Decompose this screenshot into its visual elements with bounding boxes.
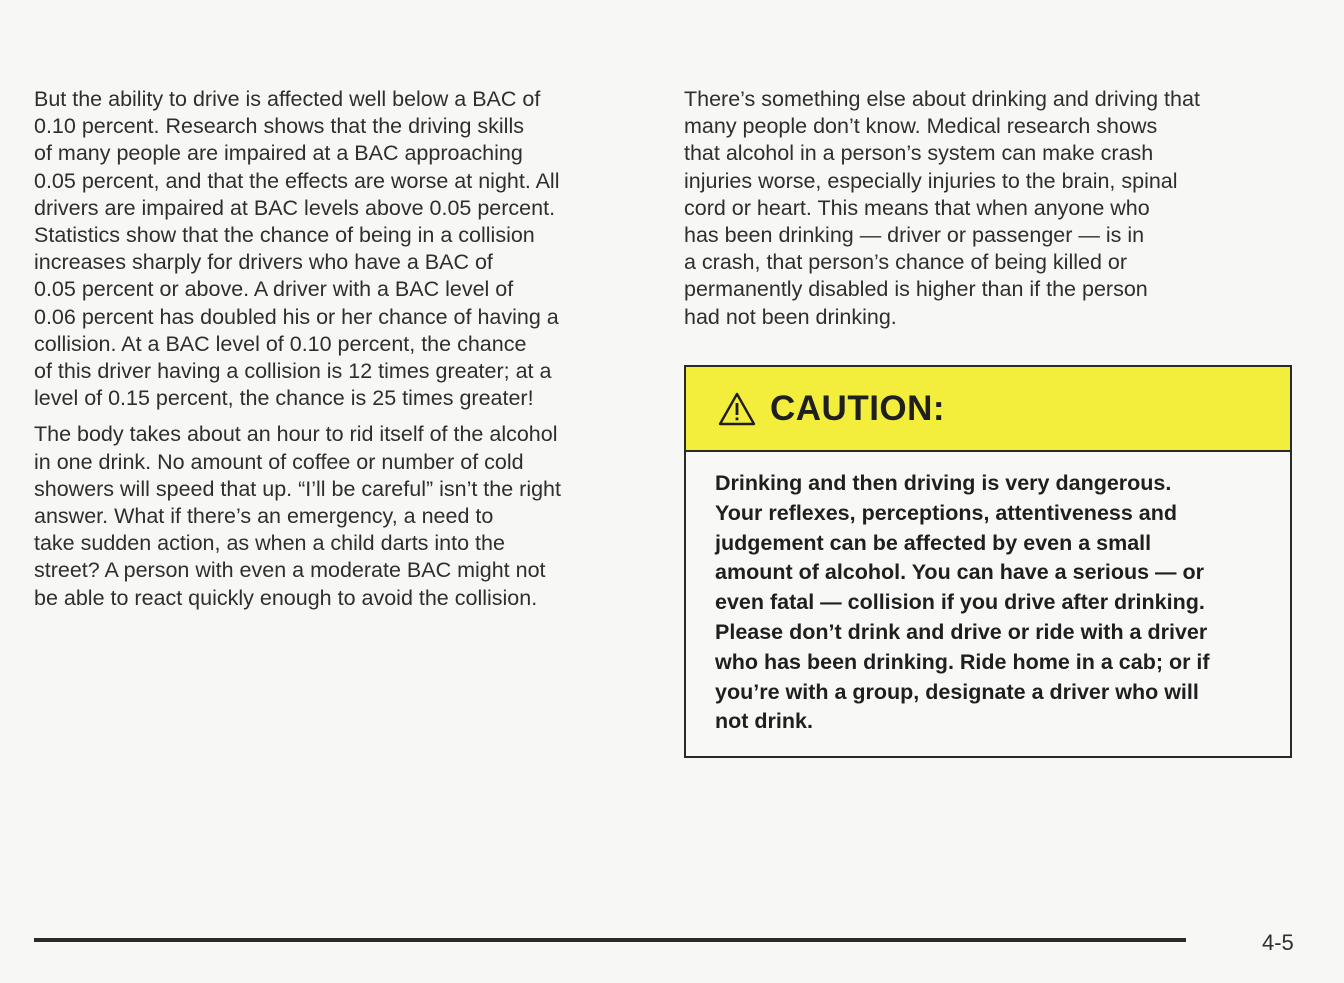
caution-header — [686, 367, 1290, 452]
bac-effects-paragraph: But the ability to drive is affected well below a BAC of 0.10 percent. Research shows that the driving skills of many people are impaired at a BAC approaching 0.05 percent, and that the effects are worse at night. All drivers are impaired at BAC levels above 0.05 percent. Statistics show that the chance of being in a collision increases sharply for drivers who have a BAC of 0.05 percent or above. A driver with a BAC level of 0.06 percent has doubled his or her chance of having a collision. At a BAC level of 0.10 percent, the chance of this driver having a collision is 12 times greater; at a level of 0.15 percent, the chance is 25 times greater! — [34, 87, 560, 411]
right-column — [684, 86, 1296, 340]
caution-text: Drinking and then driving is very dangerous. Your reflexes, perceptions, attentiveness and judgement can be affected by even a small amount of alcohol. You can have a serious — or even fatal — collision if you drive after drinking. Please don’t drink and drive or ride with a driver who has been drinking. Ride home in a cab; or if you’re with a group, designate a driver who will not drink. — [715, 471, 1210, 734]
caution-title: CAUTION: — [770, 388, 946, 428]
crash-injuries-paragraph: There’s something else about drinking and driving that many people don’t know. Medical research shows that alcohol in a person’s system can make crash injuries worse, especially injuries to the brain, spinal cord or heart. This means that when anyone who has been drinking — driver or passenger — is in a crash, that person’s chance of being killed or permanently disabled is higher than if the person had not been drinking. — [684, 87, 1200, 329]
left-column — [34, 86, 644, 621]
footer-divider — [34, 938, 1186, 942]
page-number: 4-5 — [1262, 930, 1294, 955]
warning-triangle-icon — [718, 392, 756, 426]
caution-box — [684, 365, 1292, 758]
alcohol-elimination-paragraph: The body takes about an hour to rid itself of the alcohol in one drink. No amount of coffee or number of cold showers will speed that up. “I’ll be careful” isn’t the right answer. What if there’s an emergency, a need to take sudden action, as when a child darts into the street? A person with even a moderate BAC might not be able to react quickly enough to avoid the collision. — [34, 422, 561, 610]
